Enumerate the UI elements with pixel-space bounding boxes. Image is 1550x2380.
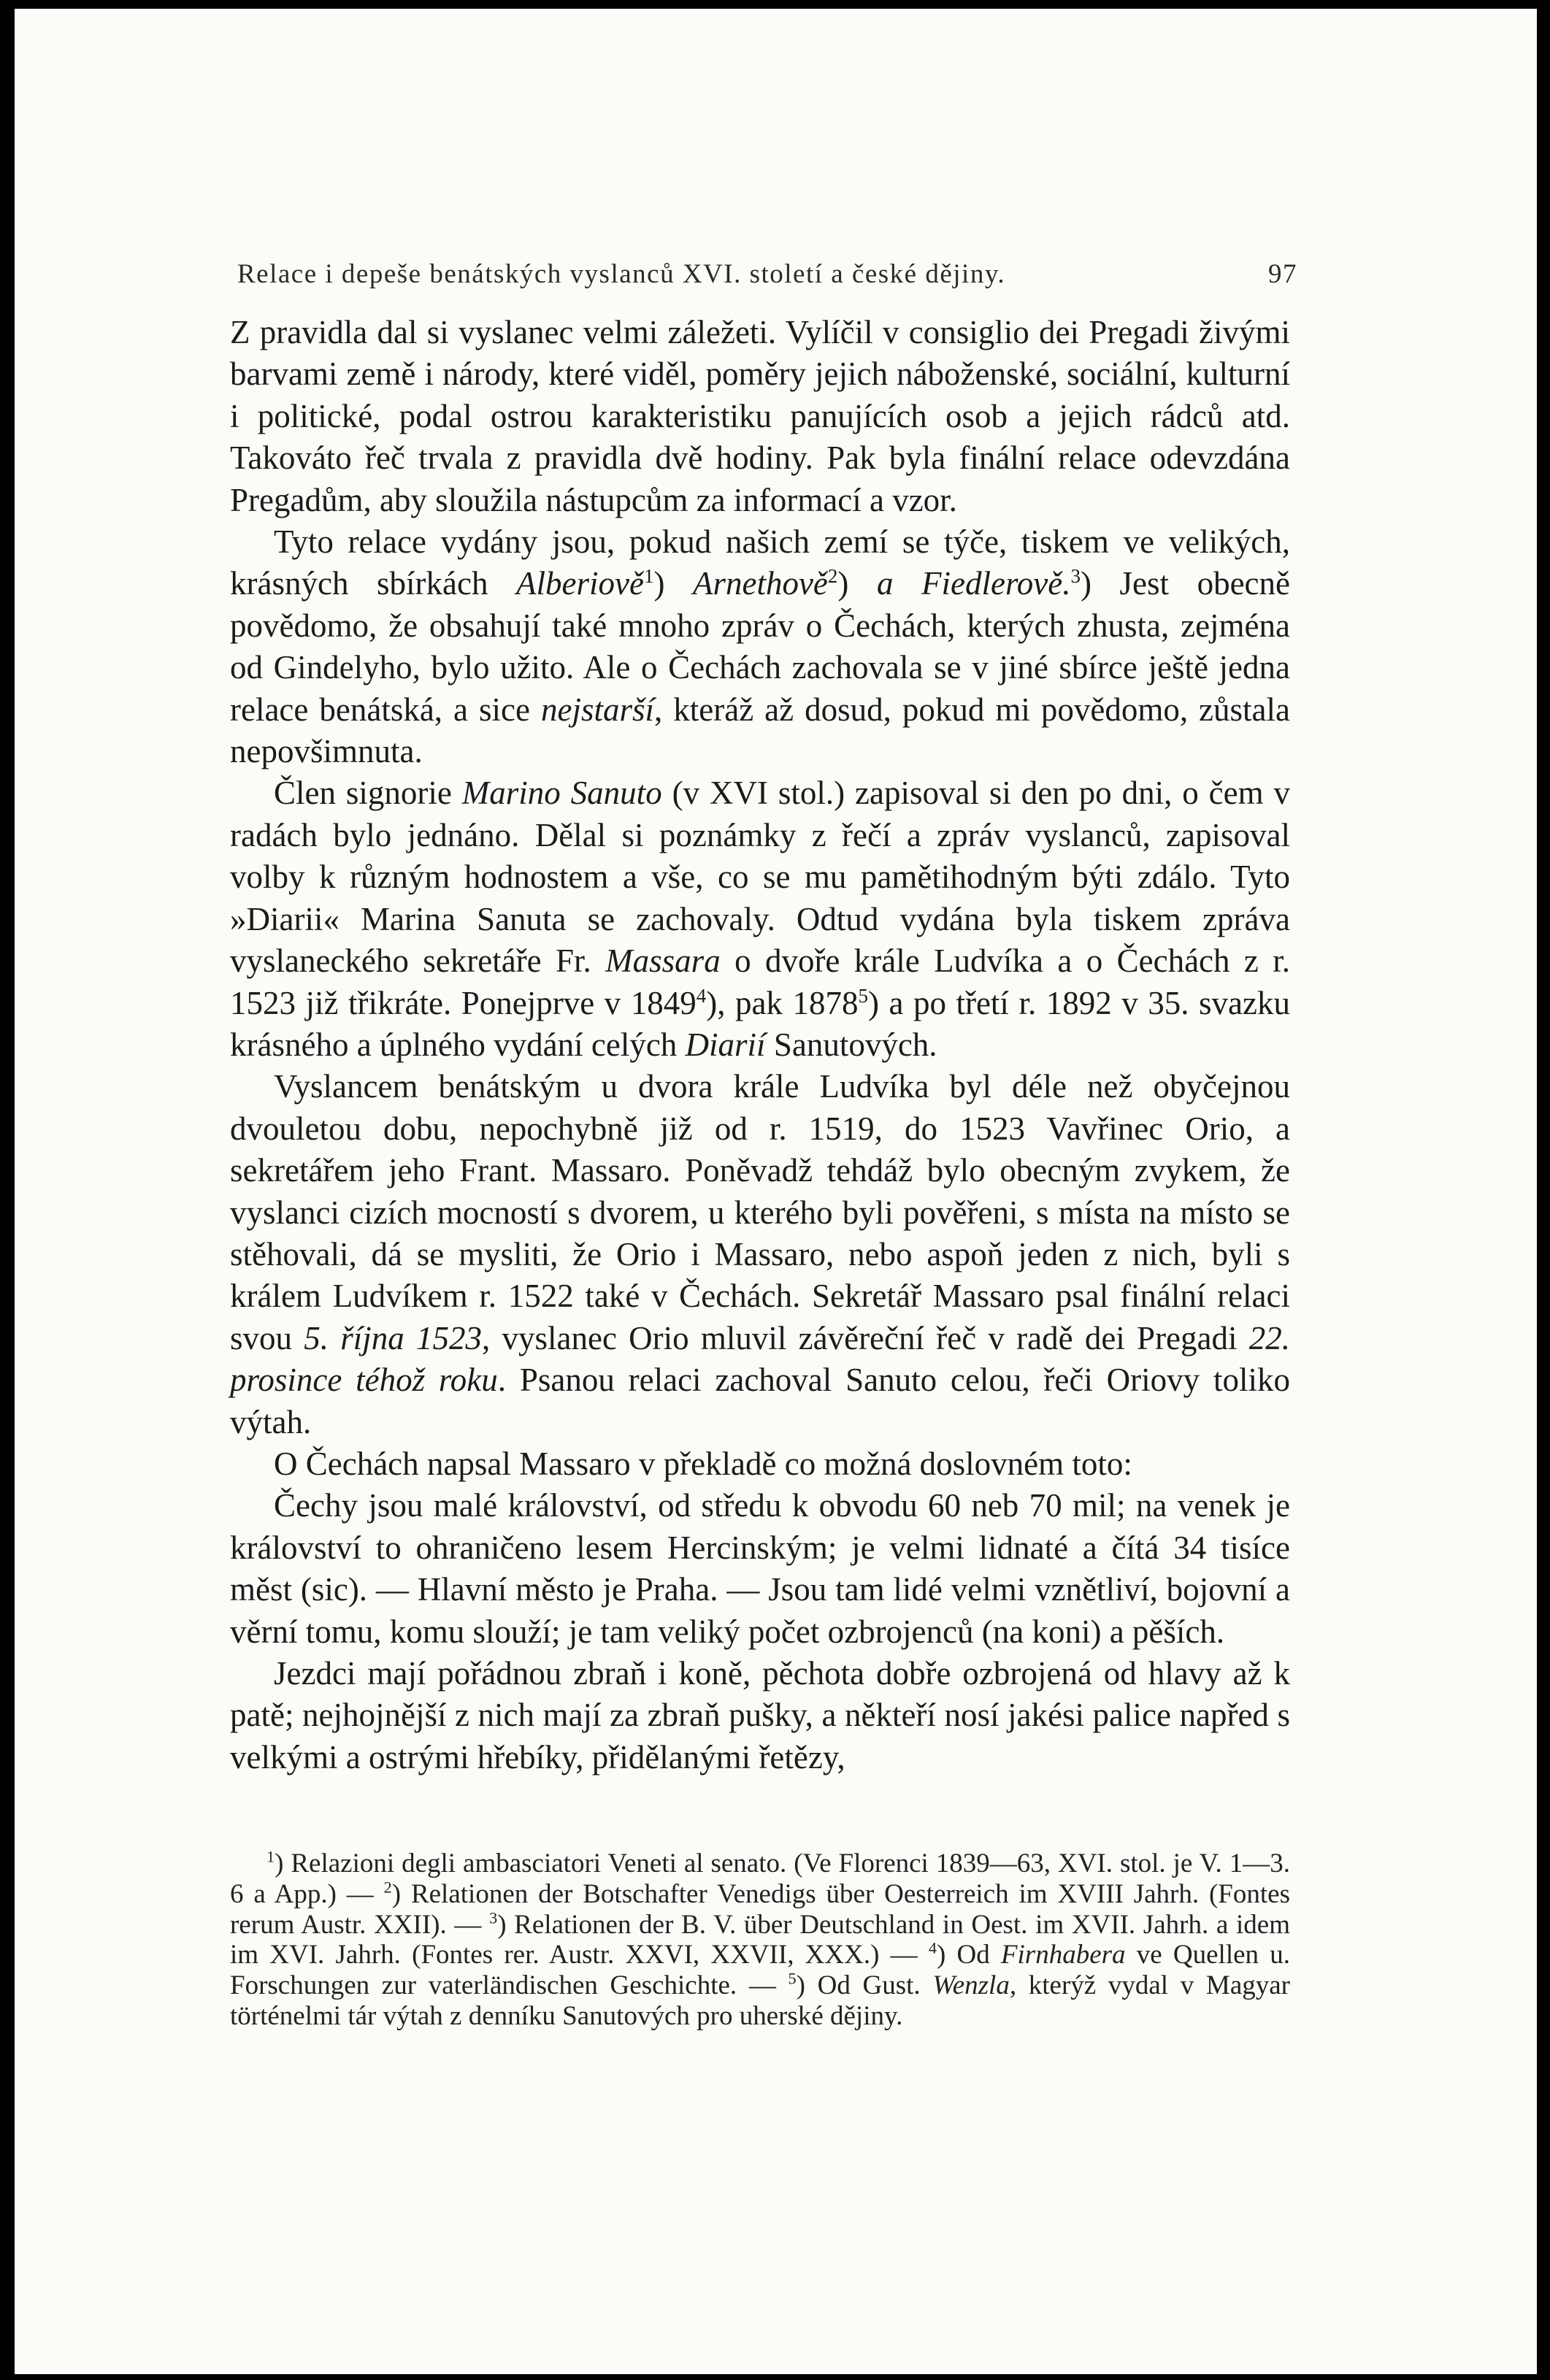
main-text bbox=[230, 312, 1290, 1778]
text-run: Z pravidla dal si vyslanec velmi záležeti. Vylíčil v consiglio dei Pregadi živými barvami země i národy, které viděl, poměry jejich náboženské, sociální, kulturní i politické, podal ostrou karakteristiku panujících osob a jejich rádců atd. Takováto řeč trvala z pravidla dvě hodiny. Pak byla finální relace odevzdána Pregadům, aby sloužila nástupcům za informací a vzor. bbox=[230, 314, 1290, 518]
text-run bbox=[893, 565, 921, 602]
paragraph bbox=[230, 1653, 1290, 1778]
text-run: Tyto relace vydány jsou, pokud našich zemí se týče, tiskem ve velikých, krásných sbírkách bbox=[230, 523, 1290, 602]
text-run: ) a po třetí r. 1892 v 35. svazku krásného a úplného vydání celých bbox=[230, 984, 1290, 1063]
text-run: ) Relazioni degli ambasciatori Veneti al senato. (Ve Florenci 1839—63, XVI. stol. je V. 1—3. 6 a App.) — bbox=[230, 1849, 1290, 1909]
footnote-ref: 4 bbox=[928, 1939, 937, 1958]
footnote-ref: 1 bbox=[266, 1847, 275, 1866]
text-run: ) Relationen der B. V. über Deutschland in Oest. im XVII. Jahrh. a idem im XVI. Jahrh. (Fontes rer. Austr. XXVI, XXVII, XXX.) — bbox=[230, 1909, 1290, 1970]
paragraph bbox=[230, 772, 1290, 1066]
text-run: ) Od bbox=[936, 1940, 1001, 1970]
italic-text: 5. října 1523 bbox=[304, 1319, 483, 1356]
italic-text: Wenzla, bbox=[932, 1970, 1017, 2001]
text-run: (v XVI stol.) zapisoval si den po dni, o čem v radách bylo jednáno. Dělal si poznámky z řečí a zpráv vyslanců, zapisoval volby k různým hodnostem a vše, co se mu pamětihodným býti zdálo. Tyto »Diarii« Marina Sanuta se zachovaly. Odtud vydána byla tiskem zpráva vyslaneckého sekretáře Fr. bbox=[230, 775, 1291, 980]
paragraph bbox=[230, 312, 1290, 521]
footnote-ref: 3 bbox=[1070, 565, 1081, 588]
text-run: , vyslanec Orio mluvil závěreční řeč v radě dei Pregadi bbox=[482, 1319, 1249, 1356]
text-run: ) bbox=[837, 565, 877, 602]
paragraph bbox=[230, 1485, 1290, 1653]
text-run: ) bbox=[653, 565, 693, 602]
text-run: ) Od Gust. bbox=[796, 1970, 933, 2001]
text-run: ) Relationen der Botschafter Venedigs über Oesterreich im XVIII Jahrh. (Fontes rerum Austr. XXII). — bbox=[230, 1878, 1290, 1940]
text-run: Jezdci mají pořádnou zbraň i koně, pěchota dobře ozbrojená od hlavy až k patě; nejhojnější z nich mají za zbraň pušky, a někteří nosí jakési palice napřed s velkými a ostrými hřebíky, přidělanými řetězy, bbox=[230, 1655, 1290, 1776]
italic-text: Firnhabera bbox=[1000, 1940, 1126, 1970]
text-run: ), pak 1878 bbox=[706, 984, 859, 1021]
footnote-ref: 4 bbox=[696, 984, 707, 1007]
italic-text: Diarií bbox=[685, 1026, 766, 1063]
text-run: ) Jest obecně povědomo, že obsahují také mnoho zpráv o Čechách, kterých zhusta, zejména od Gindelyho, bylo užito. Ale o Čechách zachovala se v jiné sbírce ještě jedna relace benátská, a sice bbox=[230, 565, 1291, 728]
text-run: Vyslancem benátským u dvora krále Ludvíka byl déle než obyčejnou dvouletou dobu, nepochybně již od r. 1519, do 1523 Vavřinec Orio, a sekretářem jeho Frant. Massaro. Poněvadž tehdáž bylo obecným zvykem, že vyslanci cizích mocností s dvorem, u kterého byli pověřeni, s místa na místo se stěhovali, dá se mysliti, že Orio i Massaro, nebo aspoň jeden z nich, byli s králem Ludvíkem r. 1522 také v Čechách. Sekretář Massaro psal finální relaci svou bbox=[230, 1068, 1290, 1356]
italic-text: nejstarší bbox=[540, 691, 655, 728]
italic-text: Alberiově bbox=[516, 565, 644, 602]
footnotes bbox=[230, 1849, 1290, 2032]
footnote-ref: 5 bbox=[858, 984, 868, 1007]
page-number: 97 bbox=[1268, 259, 1297, 289]
paragraph bbox=[230, 1443, 1290, 1485]
italic-text: Fiedlerově. bbox=[921, 565, 1071, 602]
footnote-ref: 5 bbox=[788, 1969, 797, 1988]
text-run: Čechy jsou malé království, od středu k obvodu 60 neb 70 mil; na venek je království to ohraničeno lesem Hercinským; je velmi lidnaté a čítá 34 tisíce měst (sic). — Hlavní město je Praha. — Jsou tam lidé velmi vznětliví, bojovní a věrní tomu, komu slouží; je tam veliký počet ozbrojenců (na koni) a pěších. bbox=[230, 1487, 1290, 1650]
paragraph bbox=[230, 521, 1290, 772]
italic-text: Massara bbox=[605, 943, 721, 980]
footnote-ref: 2 bbox=[827, 565, 838, 588]
text-run: , kteráž až dosud, pokud mi povědomo, zůstala nepovšimnuta. bbox=[230, 691, 1290, 770]
text-run: O Čechách napsal Massaro v překladě co možná doslovném toto: bbox=[274, 1445, 1132, 1482]
footnote-text bbox=[230, 1849, 1290, 2032]
italic-text: Marino Sanuto bbox=[461, 775, 662, 812]
text-run: Sanutových. bbox=[765, 1026, 937, 1063]
footnote-ref: 3 bbox=[489, 1908, 498, 1927]
text-run: Člen signorie bbox=[274, 775, 462, 812]
text-run: . Psanou relaci zachoval Sanuto celou, řeči Oriovy toliko výtah. bbox=[230, 1362, 1290, 1440]
italic-text: Arnethově bbox=[692, 565, 828, 602]
text-run: ve Quellen u. Forschungen zur vaterländischen Geschichte. — bbox=[230, 1940, 1290, 2001]
running-title: Relace i depeše benátských vyslanců XVI. století a české dějiny. bbox=[237, 259, 1006, 289]
text-run: kterýž vydal v Magyar történelmi tár výtah z denníku Sanutových pro uherské dějiny. bbox=[230, 1970, 1290, 2031]
italic-text: 22. prosince téhož roku bbox=[230, 1319, 1290, 1399]
footnote-ref: 2 bbox=[383, 1878, 392, 1897]
italic-text: a bbox=[876, 565, 894, 602]
footnote-ref: 1 bbox=[643, 565, 654, 588]
paragraph bbox=[230, 1066, 1290, 1443]
scanned-page bbox=[15, 9, 1537, 2374]
text-run: o dvoře krále Ludvíka a o Čechách z r. 1523 již třikráte. Ponejprve v 1849 bbox=[230, 943, 1290, 1021]
